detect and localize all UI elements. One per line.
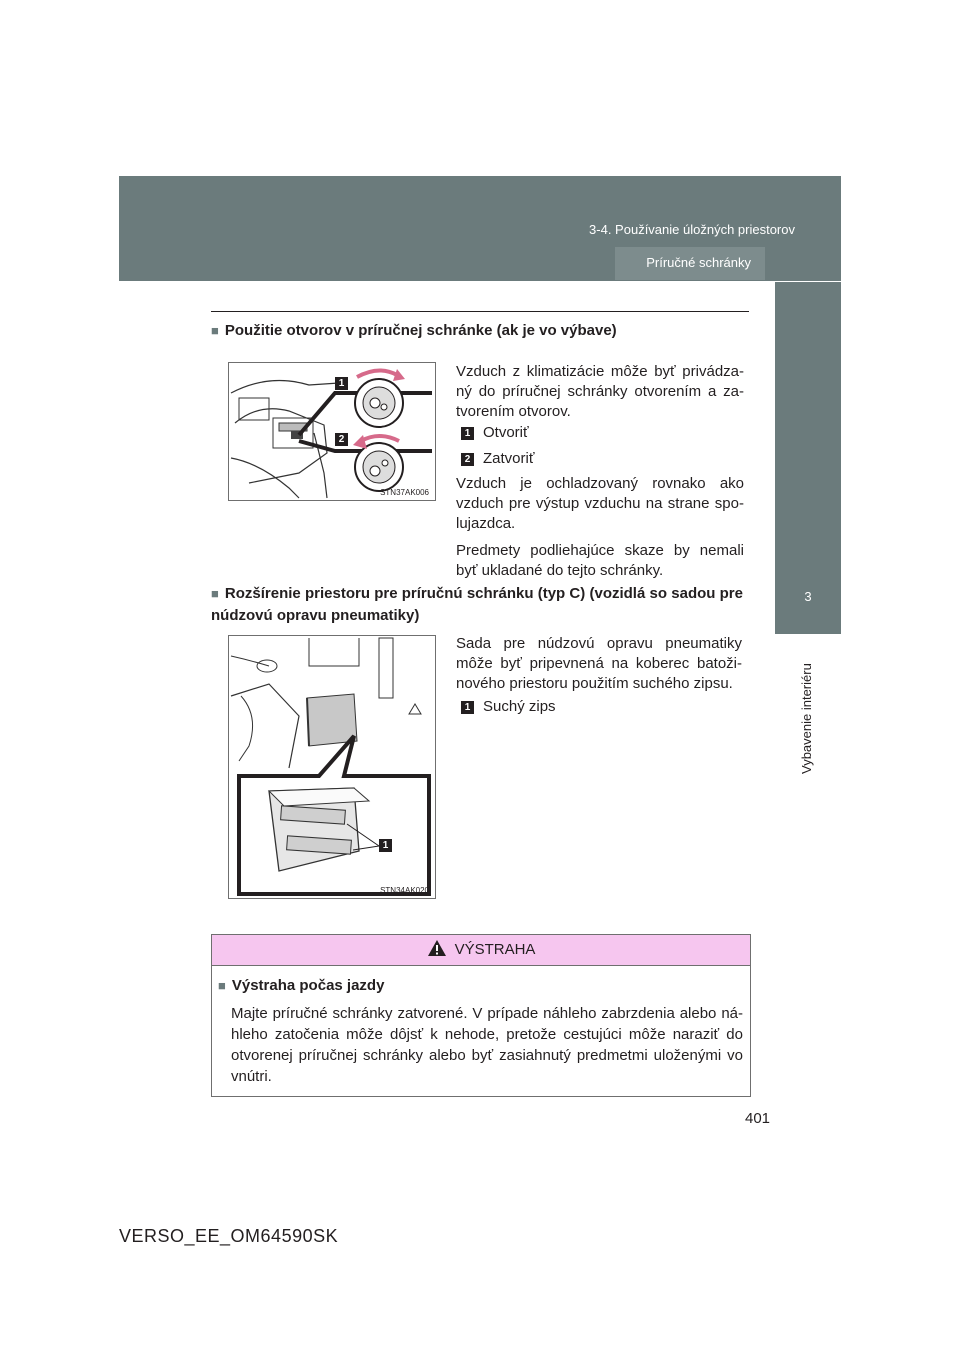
document-id: VERSO_EE_OM64590SK	[119, 1226, 339, 1246]
section2-item-velcro	[461, 697, 556, 717]
section-title: 3-4. Používanie úložných priestorov	[589, 222, 795, 237]
figure1-callout-2: 2	[335, 433, 348, 446]
figure2-code: STN34AK020	[380, 886, 429, 895]
page-header-band	[119, 176, 841, 281]
warning-title-bar	[212, 935, 750, 966]
warning-heading	[218, 977, 384, 994]
warning-title: VÝSTRAHA	[454, 941, 536, 958]
figure-extension-pocket	[228, 635, 436, 899]
section1-item-close	[461, 449, 534, 469]
warning-text: Majte príručné schránky zatvorené. V prípade náhleho zabrzdenia alebo ná-hleho zatočenia môže dôjsť k nehode, pretože cestujúci môže naraziť do otvorenej príručnej schránky alebo byť zasiahnutý predmetmi uloženými vo vnútri.	[231, 1005, 743, 1085]
chapter-tab-upper	[775, 282, 841, 564]
figure-air-vent	[228, 362, 436, 501]
section1-heading	[211, 320, 749, 342]
figure1-callout-1: 1	[335, 377, 348, 390]
item-number-badge: 1	[461, 701, 474, 714]
section2-heading	[211, 583, 743, 627]
item-label: Zatvoriť	[483, 450, 535, 467]
warning-marker: ■	[218, 978, 226, 993]
section1-item-open	[461, 423, 529, 443]
warning-heading-text: Výstraha počas jazdy	[231, 977, 385, 994]
figure1-code: STN37AK006	[380, 488, 429, 497]
chapter-label-container	[775, 634, 841, 774]
chapter-number: 3	[775, 564, 841, 634]
figure2-callout-1: 1	[379, 839, 392, 852]
warning-triangle-icon	[427, 938, 447, 968]
section1-note2: Predmety podliehajúce skaze by nemali byť ukladané do tejto schránky.	[456, 542, 744, 579]
item-label: Otvoriť	[483, 424, 529, 441]
section1-marker: ■	[211, 323, 219, 338]
section1-heading-text: Použitie otvorov v príručnej schránke (ak je vo výbave)	[224, 322, 617, 339]
section2-intro: Sada pre núdzovú opravu pneumatiky môže byť pripevnená na koberec batoži-nového priestoru použitím suchého zipsu.	[456, 635, 742, 692]
top-divider	[211, 311, 749, 312]
section1-intro: Vzduch z klimatizácie môže byť privádza-ný do príručnej schránky otvorením a za-tvorením otvorov.	[456, 363, 744, 420]
pocket-illustration	[229, 636, 435, 898]
item-label: Suchý zips	[483, 698, 556, 715]
chapter-label: Vybavenie interiéru	[799, 663, 814, 774]
page-number: 401	[745, 1110, 771, 1127]
item-number-badge: 1	[461, 427, 474, 440]
subsection-title: Príručné schránky	[646, 255, 751, 270]
section2-marker: ■	[211, 586, 219, 601]
air-vent-illustration	[229, 363, 435, 500]
section2-heading-text: Rozšírenie priestoru pre príručnú schránku (typ C) (vozidlá so sadou pre núdzovú opravu pneumatiky)	[211, 585, 743, 624]
item-number-badge: 2	[461, 453, 474, 466]
warning-box	[211, 934, 751, 1097]
section1-note1: Vzduch je ochladzovaný rovnako ako vzduch pre výstup vzduchu na strane spo-lujazdca.	[456, 475, 744, 532]
